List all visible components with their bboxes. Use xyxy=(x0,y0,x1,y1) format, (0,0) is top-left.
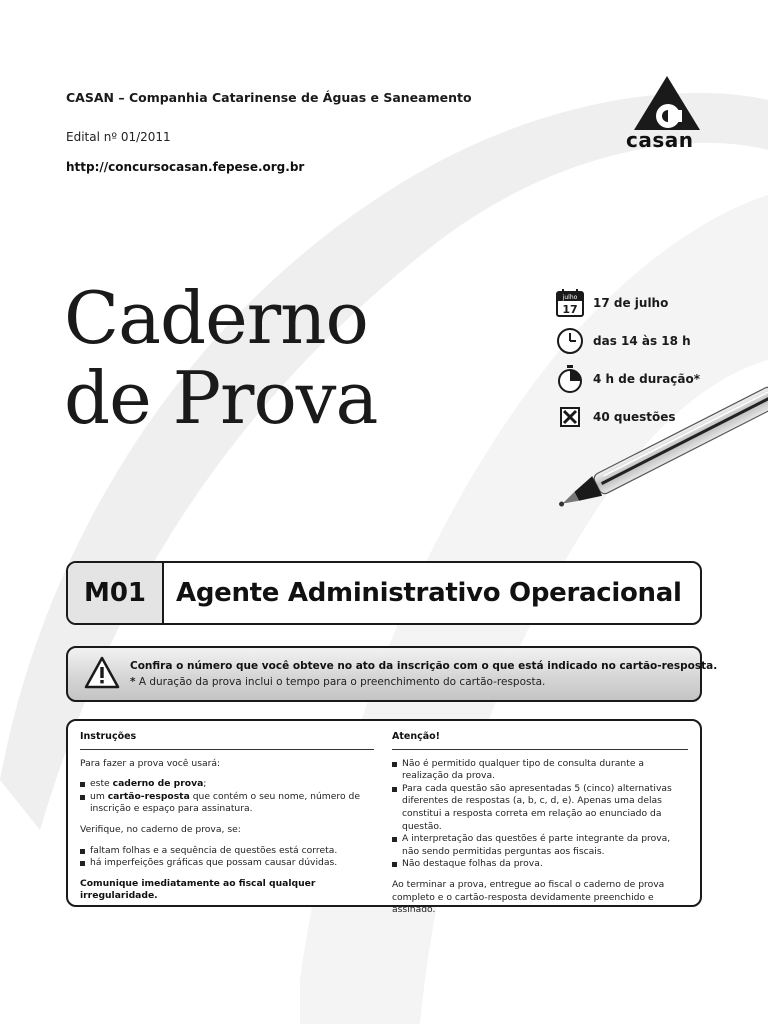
instructions-intro: Para fazer a prova você usará: xyxy=(80,757,221,769)
exam-code-box xyxy=(66,561,702,625)
exam-code: M01 xyxy=(68,563,164,623)
list-item: há imperfeições gráficas que possam causar dúvidas. xyxy=(80,857,374,870)
materials-list xyxy=(80,778,374,816)
attention-closing: Ao terminar a prova, entregue ao fiscal o caderno de prova completo e o cartão-resposta devidamente preenchido e assinado. xyxy=(392,878,665,916)
calendar-icon xyxy=(555,288,585,318)
page-title xyxy=(64,278,377,438)
exam-date: 17 de julho xyxy=(593,296,669,310)
verify-text: Verifique, no caderno de prova, se: xyxy=(80,823,241,835)
verify-list xyxy=(80,845,374,870)
instructions-column xyxy=(80,731,374,911)
warning-icon xyxy=(84,656,120,690)
list-item: A interpretação das questões é parte integrante da prova, não sendo permitidas perguntas aos fiscais. xyxy=(392,833,688,858)
info-time xyxy=(555,322,725,360)
calendar-day: 17 xyxy=(562,303,578,316)
attention-column xyxy=(392,731,688,925)
title-line-1: Caderno xyxy=(64,276,368,360)
warning-line-2 xyxy=(130,676,545,688)
clock-icon xyxy=(555,326,585,356)
list-item: faltam folhas e a sequência de questões está correta. xyxy=(80,845,374,858)
casan-logo-text: casan xyxy=(626,128,694,152)
attention-list xyxy=(392,758,688,871)
list-item: Não destaque folhas da prova. xyxy=(392,858,688,871)
exam-position-name: Agente Administrativo Operacional xyxy=(176,578,682,608)
contest-url[interactable]: http://concursocasan.fepese.org.br xyxy=(66,160,305,174)
warning-asterisk: * xyxy=(130,676,136,688)
edital-number: Edital nº 01/2011 xyxy=(66,130,171,144)
organization-name: CASAN – Companhia Catarinense de Águas e Saneamento xyxy=(66,90,472,105)
title-line-2: de Prova xyxy=(64,356,378,440)
attention-heading: Atenção! xyxy=(392,731,688,750)
warning-line-2-text: A duração da prova inclui o tempo para o preenchimento do cartão-resposta. xyxy=(135,676,546,688)
exam-time: das 14 às 18 h xyxy=(593,334,691,348)
warning-box xyxy=(66,646,718,702)
list-item: Para cada questão são apresentadas 5 (cinco) alternativas diferentes de respostas (a, b, c, d, e). Apenas uma delas constitui a resposta correta em relação ao enunciado da questão. xyxy=(392,783,688,833)
calendar-month: julho xyxy=(562,294,578,301)
info-date xyxy=(555,284,725,322)
exam-questions: 40 questões xyxy=(593,410,676,424)
warning-line-1: Confira o número que você obteve no ato da inscrição com o que está indicado no cartão-resposta. xyxy=(130,660,718,672)
instructions-box xyxy=(66,719,702,916)
instructions-heading: Instruções xyxy=(80,731,374,750)
instructions-closing: Comunique imediatamente ao fiscal qualquer irregularidade. xyxy=(80,877,316,902)
list-item: este caderno de prova; xyxy=(80,778,374,791)
exam-duration: 4 h de duração* xyxy=(593,372,701,386)
list-item: um cartão-resposta que contém o seu nome, número de inscrição e espaço para assinatura. xyxy=(80,791,374,816)
list-item: Não é permitido qualquer tipo de consulta durante a realização da prova. xyxy=(392,758,688,783)
pen-illustration xyxy=(545,385,768,525)
